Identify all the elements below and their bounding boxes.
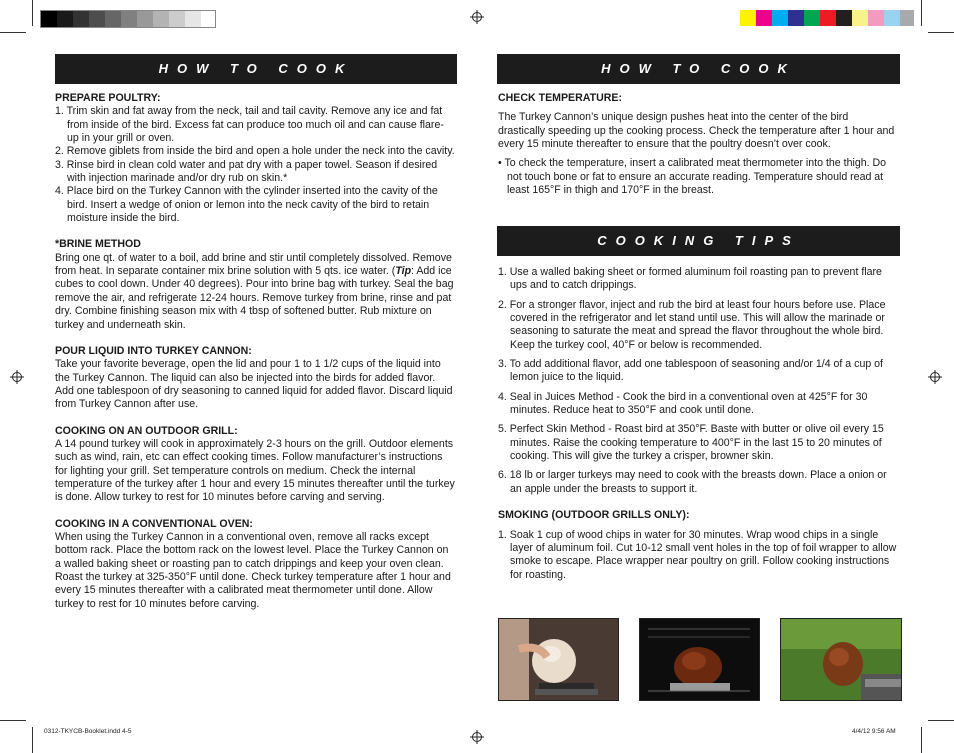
cooking-tips-list bbox=[498, 266, 898, 582]
color-bar bbox=[740, 10, 914, 26]
cooking-tip: 5. Perfect Skin Method - Roast bird at 350°F. Baste with butter or olive oil every 15 minutes. Raise the cooking temperature to 400°F in the last 15 to 20 minutes of cooking. This will give the turkey a crisper, browner skin. bbox=[498, 423, 884, 463]
tip-label: Tip bbox=[395, 265, 412, 278]
check-temperature-heading: CHECK TEMPERATURE: bbox=[498, 92, 622, 104]
photo-turkey-on-cannon bbox=[498, 618, 619, 701]
registration-mark-icon bbox=[470, 730, 484, 744]
registration-mark-icon bbox=[470, 10, 484, 24]
pour-liquid-text: Take your favorite beverage, open the lid and pour 1 to 1 1/2 cups of the liquid into the Turkey Cannon. The liquid can also be injected into the birds for added flavor. Add one tablespoon of dry seasoning to canned liquid for added flavor. Discard liquid from Turkey Cannon after use. bbox=[55, 358, 453, 411]
check-temperature-section bbox=[498, 92, 898, 197]
crop-mark bbox=[921, 727, 922, 753]
pour-liquid-heading: POUR LIQUID INTO TURKEY CANNON: bbox=[55, 344, 252, 357]
cooking-tip: 3. To add additional flavor, add one tablespoon of seasoning and/or 1/4 of a cup of lemon juice to the liquid. bbox=[498, 358, 883, 384]
crop-mark bbox=[0, 720, 26, 721]
cooking-tip: 4. Seal in Juices Method - Cook the bird in a conventional oven at 425°F for 30 minutes. Reduce heat to 350°F and cook until done. bbox=[498, 390, 868, 417]
photo-turkey-in-oven bbox=[639, 618, 760, 701]
prepare-step: 4. Place bird on the Turkey Cannon with the cylinder inserted into the cavity of the bird. Insert a wedge of onion or lemon into the neck cavity of the bird to retain moisture inside the bird. bbox=[55, 185, 438, 225]
smoking-heading: SMOKING (OUTDOOR GRILLS ONLY): bbox=[498, 509, 690, 522]
right-how-to-cook-banner: HOW TO COOK bbox=[497, 54, 900, 84]
brine-method-heading: *BRINE METHOD bbox=[55, 238, 141, 251]
check-temperature-bullet: • To check the temperature, insert a calibrated meat thermometer into the thigh. Do not touch bone or fat to ensure an accurate reading. Temperature should read at least 165°F in thigh and 170°F in the breast. bbox=[498, 157, 887, 197]
footer-file-slug: 0312-TKYCB-Booklet.indd 4-5 bbox=[44, 728, 132, 735]
outdoor-grill-heading: COOKING ON AN OUTDOOR GRILL: bbox=[55, 424, 238, 437]
smoking-step: 1. Soak 1 cup of wood chips in water for 30 minutes. Wrap wood chips in a single layer of aluminum foil. Cut 10-12 small vent holes in the top of foil wrapper to allow smoke to escape. Place wrapper near poultry on grill. Follow cooking instructions for roasting. bbox=[498, 528, 897, 581]
registration-mark-icon bbox=[928, 370, 942, 384]
cooking-tip: 6. 18 lb or larger turkeys may need to cook with the breasts down. Place a onion or an apple under the breasts to support it. bbox=[498, 469, 887, 495]
crop-mark bbox=[928, 32, 954, 33]
crop-mark bbox=[0, 32, 26, 33]
prepare-step: 3. Rinse bird in clean cold water and pat dry with a paper towel. Season if desired with injection marinade and/or dry rub on skin.* bbox=[55, 158, 438, 185]
left-how-to-cook-banner: HOW TO COOK bbox=[55, 54, 457, 84]
conventional-oven-text: When using the Turkey Cannon in a conventional oven, remove all racks except bottom rack. Place the bottom rack on the lowest level. Place the Turkey Cannon on a walled baking sheet or roasting pan to catch drippings and keep your oven clean. Roast the turkey at 325-350°F until done. Check turkey temperature after 1 hour and every 15 minutes thereafter with a calibrated meat thermometer until done. Allow turkey to rest for 10 minutes before carving. bbox=[55, 530, 451, 610]
cooking-tip: 1. Use a walled baking sheet or formed aluminum foil roasting pan to prevent flare ups and to catch drippings. bbox=[498, 266, 882, 292]
brine-method-text: Bring one qt. of water to a boil, add brine and stir until completely dissolved. Remove from heat. In separate container mix brine solution with 5 qts. ice water. (Tip: Add ice cubes to cool down. Under 40 degrees). Pour into brine bag with turkey. Seal the bag remove the air, and refrigerate 12-24 hours. Remove turkey from brine, rinse and pat dry. Combine finishing season mix with 4 tbsp of softened butter. Rub mixture on turkey and underneath skin. bbox=[55, 251, 454, 331]
crop-mark bbox=[921, 0, 922, 26]
photo-turkey-on-grill bbox=[780, 618, 902, 701]
check-temperature-text: The Turkey Cannon’s unique design pushes heat into the center of the bird drastically speeding up the cooking process. Check the temperature after 1 hour and every 15 minute thereafter to ensure that the poultry doesn’t over cook. bbox=[498, 111, 895, 151]
prepare-step: 2. Remove giblets from inside the bird and open a hole under the neck into the cavity. bbox=[55, 145, 455, 158]
cooking-tip: 2. For a stronger flavor, inject and rub the bird at least four hours before use. Place covered in the refrigerator and let stand until use. This will allow the marinade or seasoning to saturate the meat and spread the flavor throughout the whole bird. Keep the turkey cool, 40°F or below is recommended. bbox=[498, 298, 886, 351]
footer-date-slug: 4/4/12 9:56 AM bbox=[852, 728, 896, 735]
left-column bbox=[55, 92, 455, 611]
prepare-step: 1. Trim skin and fat away from the neck, tail and tail cavity. Remove any ice and fat from inside of the bird. Excess fat can produce too much oil and can cause flare-up in your grill or oven. bbox=[55, 105, 444, 145]
grayscale-bar bbox=[40, 10, 216, 28]
prepare-poultry-heading: PREPARE POULTRY: bbox=[55, 92, 161, 104]
crop-mark bbox=[32, 0, 33, 26]
conventional-oven-heading: COOKING IN A CONVENTIONAL OVEN: bbox=[55, 517, 253, 530]
cooking-tips-banner: COOKING TIPS bbox=[497, 226, 900, 256]
crop-mark bbox=[928, 720, 954, 721]
crop-mark bbox=[32, 727, 33, 753]
outdoor-grill-text: A 14 pound turkey will cook in approximately 2-3 hours on the grill. Outdoor elements such as wind, rain, etc can effect cooking times. Follow manufacturer’s instructions for lighting your grill. Set temperature controls on medium. Check the internal temperature of the turkey after 1 hour and every 15 minutes thereafter until the turkey is done. Allow turkey to rest for 10 minutes before carving and serving. bbox=[55, 437, 455, 504]
registration-mark-icon bbox=[10, 370, 24, 384]
